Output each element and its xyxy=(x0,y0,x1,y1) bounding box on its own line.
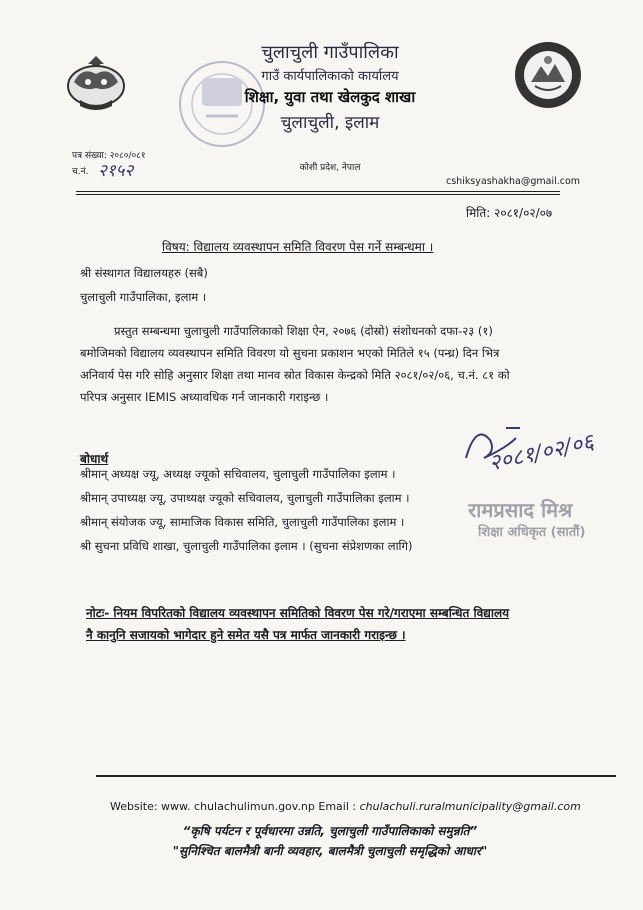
footer-slogan: "सुनिश्चित बालमैत्री बानी व्यवहार, बालमैत्री चुलाचुली समृद्धिको आधार" xyxy=(172,844,488,858)
footer-email-link[interactable]: chulachuli.ruralmunicipality@gmail.com xyxy=(359,800,581,813)
header-email: cshiksyashakha@gmail.com xyxy=(446,176,581,187)
header-divider-top xyxy=(76,191,560,192)
header-office-name: गाउँ कार्यपालिकाको कार्यालय xyxy=(261,69,399,84)
nepal-emblem-logo xyxy=(60,52,132,116)
body-line: परिपत्र अनुसार IEMIS अध्यावधिक गर्न जानकारी गराइन्छ । xyxy=(80,390,329,404)
footer-divider xyxy=(96,775,616,777)
cc-list xyxy=(80,462,500,558)
body-paragraph xyxy=(80,320,580,408)
header-province: कोशी प्रदेश, नेपाल xyxy=(299,163,361,173)
note-line: नोटः- नियम विपरितको विद्यालय व्यवस्थापन समितिको विवरण पेस गरे/गराएमा सम्बन्धित विद्यालय xyxy=(86,606,510,620)
header-municipality-name: चुलाचुली गाउँपालिका xyxy=(261,42,399,63)
header-divider-bottom xyxy=(76,194,560,195)
body-line: अनिवार्य पेस गरि सोहि अनुसार शिक्षा तथा मानव स्रोत विकास केन्द्रको मिति २०८१/०२/०६, च.नं. ८१ को xyxy=(80,368,510,382)
municipality-seal-logo xyxy=(513,40,583,110)
header-branch-name: शिक्षा, युवा तथा खेलकुद शाखा xyxy=(244,88,416,106)
letter-subject: विषय: विद्यालय व्यवस्थापन समिति विवरण पेस गर्ने सम्बन्धमा । xyxy=(162,240,434,254)
cc-item: श्रीमान् अध्यक्ष ज्यू, अध्यक्ष ज्यूको सचिवालय, चुलाचुली गाउँपालिका इलाम । xyxy=(80,467,396,481)
header-address: चुलाचुली, इलाम xyxy=(280,113,380,133)
signatory-title-stamp: शिक्षा अधिकृत (सातौं) xyxy=(478,525,586,540)
letter-date: मिति: २०८१/०२/०७ xyxy=(466,206,553,220)
body-line: बमोजिमको विद्यालय व्यवस्थापन समिति विवरण यो सुचना प्रकाशन भएको मितिले १५ (पन्ध्र) दिन भित्र xyxy=(80,346,500,360)
recipient-line: श्री संस्थागत विद्यालयहरु (सबै) xyxy=(80,266,208,280)
cc-heading: बोधार्थ xyxy=(80,452,109,466)
recipient-line: चुलाचुली गाउँपालिका, इलाम । xyxy=(80,290,207,304)
note-line: नै कानुनि सजायको भागेदार हुने समेत यसै पत्र मार्फत जानकारी गराइन्छ । xyxy=(86,628,406,642)
cc-item: श्री सुचना प्रविधि शाखा, चुलाचुली गाउँपालिका इलाम । (सुचना संप्रेशणका लागि) xyxy=(80,539,413,553)
note-block xyxy=(86,602,586,646)
signature-date-handwritten: २०८१/०२/०६ xyxy=(486,429,597,477)
dispatch-label: च.नं. xyxy=(72,167,89,177)
footer-website: Website: www. chulachulimun.gov.np Email : xyxy=(110,800,357,813)
reference-number: पत्र संख्या: २०८०/०८१ xyxy=(72,151,146,161)
cc-item: श्रीमान् उपाध्यक्ष ज्यू, उपाध्यक्ष ज्यूको सचिवालय, चुलाचुली गाउँपालिका इलाम । xyxy=(80,491,410,505)
signatory-name-stamp: रामप्रसाद मिश्र xyxy=(468,498,573,522)
cc-item: श्रीमान् संयोजक ज्यू, सामाजिक विकास समिति, चुलाचुली गाउँपालिका इलाम । xyxy=(80,515,405,529)
dispatch-number-handwritten: २१५२ xyxy=(98,161,134,181)
footer-contact xyxy=(110,800,581,813)
footer-slogan: “कृषि पर्यटन र पूर्वधारमा उन्नति, चुलाचुली गाउँपालिकाको समुन्नति” xyxy=(182,824,478,838)
body-line: प्रस्तुत सम्बन्धमा चुलाचुली गाउँपालिकाको शिक्षा ऐन, २०७६ (दोस्रो) संशोधनको दफा-२३ (१) xyxy=(114,324,493,338)
